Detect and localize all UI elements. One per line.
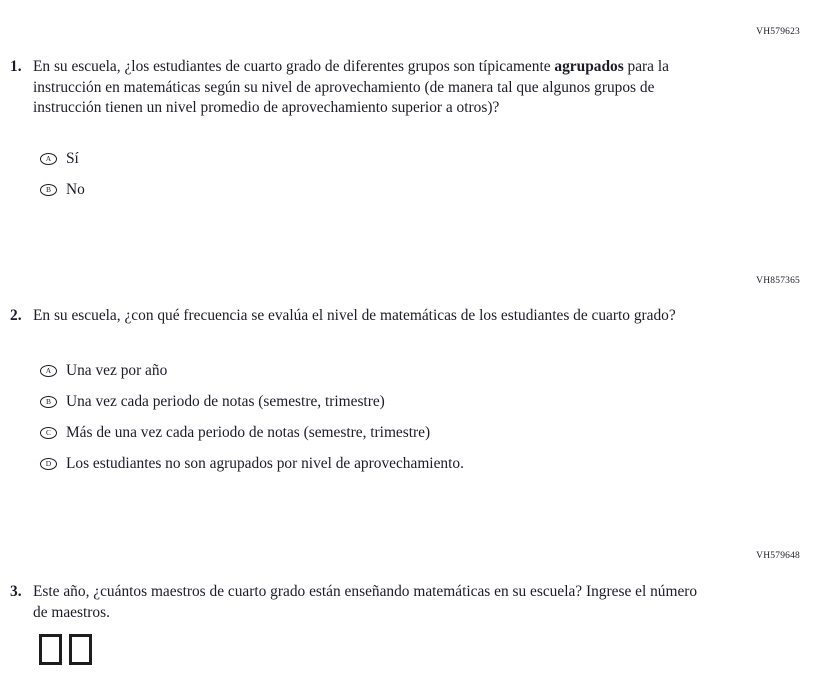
option-bubble-b-icon[interactable]: B	[40, 396, 57, 408]
option-label: Más de una vez cada periodo de notas (semestre, trimestre)	[66, 424, 431, 441]
item-code-2: VH857365	[756, 276, 800, 286]
question-3-text: Este año, ¿cuántos maestros de cuarto grado están enseñando matemáticas en su escuela? Ingrese el número de maestros.	[33, 583, 698, 621]
question-2-number: 2.	[10, 307, 22, 324]
option-label: Una vez por año	[66, 362, 168, 379]
question-1-text-before: En su escuela, ¿los estudiantes de cuarto grado de diferentes grupos son típicamente	[33, 58, 555, 75]
option-label: Los estudiantes no son agrupados por nivel de aprovechamiento.	[66, 455, 464, 472]
question-1-option-a[interactable]	[40, 149, 85, 169]
option-bubble-a-icon[interactable]: A	[40, 365, 57, 377]
question-1-option-b[interactable]	[40, 180, 85, 200]
question-1-options	[40, 149, 85, 211]
question-1-number: 1.	[10, 58, 22, 75]
option-bubble-a-icon[interactable]: A	[40, 153, 57, 165]
question-2	[10, 306, 703, 327]
option-label: No	[66, 181, 85, 198]
option-bubble-b-icon[interactable]: B	[40, 184, 57, 196]
question-3-number: 3.	[10, 583, 22, 600]
question-2-option-d[interactable]	[40, 454, 464, 474]
option-bubble-c-icon[interactable]: C	[40, 427, 57, 439]
question-2-option-c[interactable]	[40, 423, 464, 443]
question-3	[10, 582, 703, 623]
question-1-text	[33, 57, 703, 119]
question-2-options	[40, 361, 464, 485]
digit-box-tens[interactable]	[39, 634, 62, 665]
digit-box-ones[interactable]	[69, 634, 92, 665]
option-bubble-d-icon[interactable]: D	[40, 458, 57, 470]
question-1-text-bold: agrupados	[554, 58, 624, 75]
item-code-1: VH579623	[756, 27, 800, 37]
question-3-answer-boxes	[39, 634, 92, 665]
option-label: Una vez cada periodo de notas (semestre, trimestre)	[66, 393, 385, 410]
question-1	[10, 57, 703, 119]
option-label: Sí	[66, 150, 79, 167]
question-2-text: En su escuela, ¿con qué frecuencia se evalúa el nivel de matemáticas de los estudiantes de cuarto grado?	[33, 307, 676, 324]
item-code-3: VH579648	[756, 551, 800, 561]
question-1-text-after: para la instrucción en matemáticas según su nivel de aprovechamiento (de manera tal que algunos grupos de instrucción tienen un nivel promedio de aprovechamiento superior a otros)?	[33, 58, 669, 116]
question-2-option-a[interactable]	[40, 361, 464, 381]
question-2-option-b[interactable]	[40, 392, 464, 412]
